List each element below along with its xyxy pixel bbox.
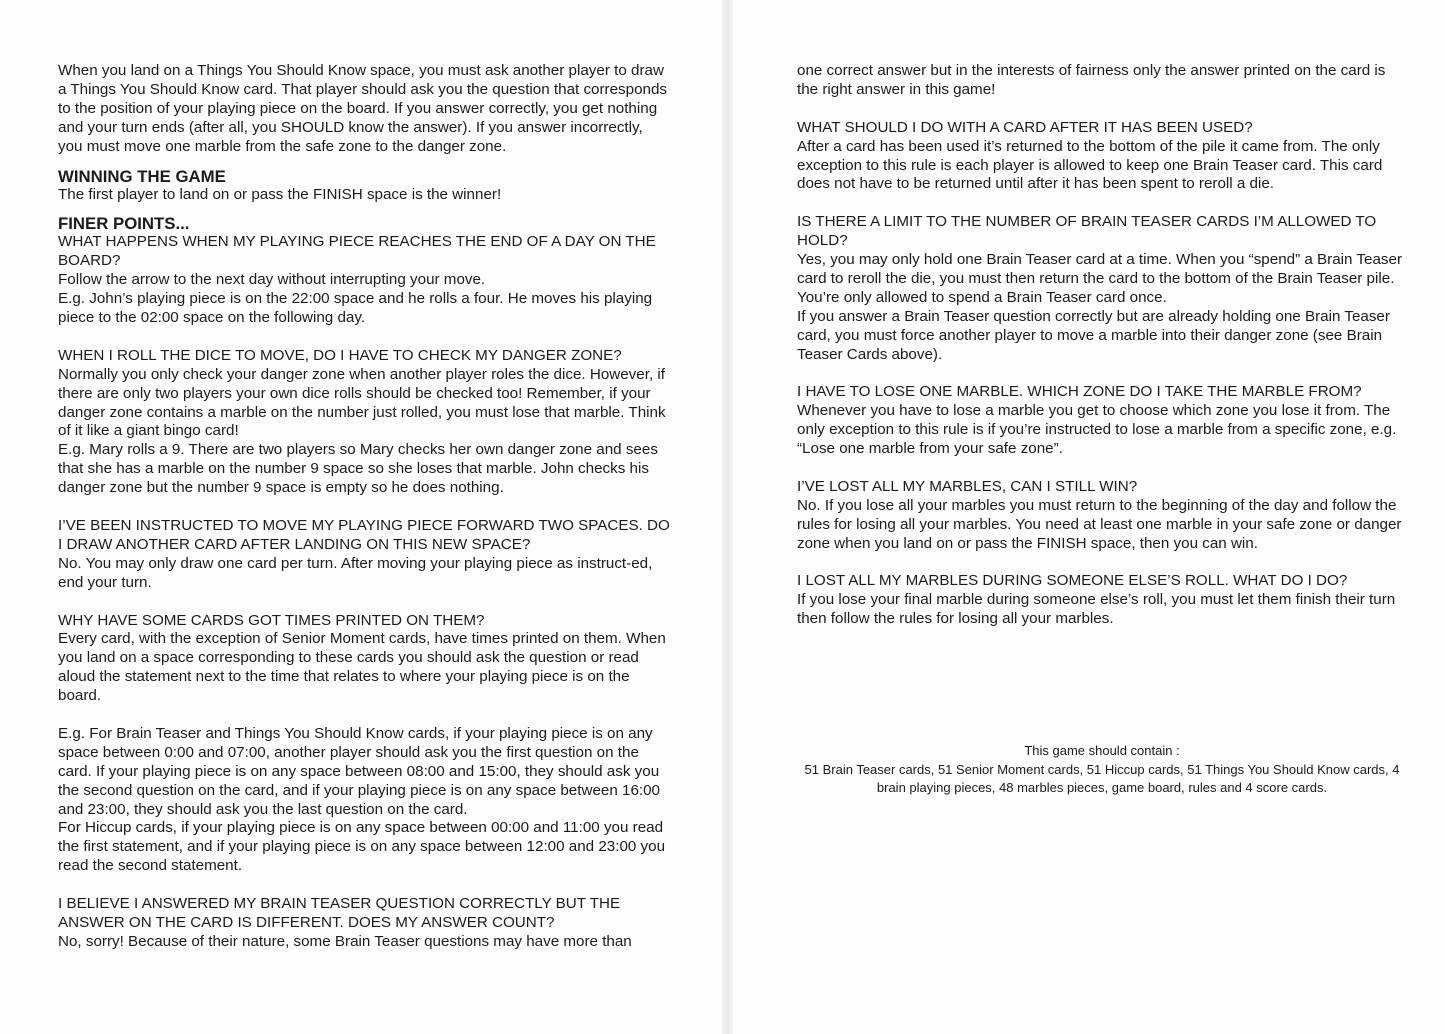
answer-card-times: Every card, with the exception of Senior Moment cards, have times printed on them. When you land on a space corresponding to these cards you should ask the question or read aloud the statement next to the time that relates to where your playing piece is on the board. [58, 630, 666, 705]
answer-used-card: After a card has been used it’s returned to the bottom of the pile it came from. The only exception to this rule is each player is allowed to keep one Brain Teaser card. This card does not have to be returned until after it has been spent to reroll a die. [797, 137, 1383, 193]
answer-move-forward: No. You may only draw one card per turn. After moving your playing piece as instruct-ed, end your turn. [58, 554, 653, 591]
question-card-times: WHY HAVE SOME CARDS GOT TIMES PRINTED ON THEM? [58, 611, 485, 629]
answer-answer-count: No, sorry! Because of their nature, some Brain Teaser questions may have more than [58, 932, 632, 950]
question-card-limit: IS THERE A LIMIT TO THE NUMBER OF BRAIN TEASER CARDS I’M ALLOWED TO HOLD? [797, 213, 1377, 250]
answer-lost-all-marbles: No. If you lose all your marbles you must return to the beginning of the day and follow the rules for losing all your marbles. You need at least one marble in your safe zone or danger zone when you land on or pass the FINISH space, then you can win. [797, 496, 1402, 552]
left-column [58, 62, 670, 952]
intro-paragraph: When you land on a Things You Should Know space, you must ask another player to draw a Things You Should Know card. That player should ask you the question that corresponds to the position of your playing piece on the board. If you answer correctly, you get nothing and your turn ends (after all, you SHOULD know the answer). If you answer incorrectly, you must move one marble from the safe zone to the danger zone. [58, 62, 668, 155]
question-answer-count: I BELIEVE I ANSWERED MY BRAIN TEASER QUESTION CORRECTLY BUT THE ANSWER ON THE CARD IS DIFFERENT. DOES MY ANSWER COUNT? [58, 895, 621, 931]
answer-answer-count-continued: one correct answer but in the interests of fairness only the answer printed on the card is the right answer in this game! [797, 62, 1386, 98]
question-danger-zone: WHEN I ROLL THE DICE TO MOVE, DO I HAVE TO CHECK MY DANGER ZONE? [58, 346, 622, 364]
left-page [0, 0, 722, 1034]
contents-title: This game should contain : [1024, 743, 1180, 758]
answer-someone-elses-roll: If you lose your final marble during someone else’s roll, you must let them finish their turn then follow the rules for losing all your marbles. [797, 591, 1396, 628]
example-brain-teaser-times: E.g. For Brain Teaser and Things You Should Know cards, if your playing piece is on any space between 0:00 and 07:00, another player should ask you the first question on the card. If your playing piece is on any space between 08:00 and 15:00, they should ask you the second question on the card, and if your playing piece is on any space between 16:00 and 23:00, they should ask you the last question on the card. [58, 724, 661, 818]
question-move-forward: I’VE BEEN INSTRUCTED TO MOVE MY PLAYING PIECE FORWARD TWO SPACES. DO I DRAW ANOTHER CARD AFTER LANDING ON THIS NEW SPACE? [58, 517, 670, 553]
answer-card-limit: Yes, you may only hold one Brain Teaser card at a time. When you “spend” a Brain Teaser card to reroll the die, you must then return the card to the bottom of the Brain Teaser pile. You’re only allowed to spend a Brain Teaser card once. [797, 251, 1403, 306]
question-lost-all-marbles: I’VE LOST ALL MY MARBLES, CAN I STILL WIN? [797, 477, 1138, 495]
contents-list: 51 Brain Teaser cards, 51 Senior Moment cards, 51 Hiccup cards, 51 Things You Should Know cards, 4 brain playing pieces, 48 marbles pieces, game board, rules and 4 score cards. [804, 761, 1400, 795]
question-someone-elses-roll: I LOST ALL MY MARBLES DURING SOMEONE ELSE’S ROLL. WHAT DO I DO? [797, 572, 1348, 590]
question-used-card: WHAT SHOULD I DO WITH A CARD AFTER IT HAS BEEN USED? [797, 118, 1253, 136]
answer-card-limit-extra: If you answer a Brain Teaser question correctly but are already holding one Brain Teaser card, you must force another player to move a marble into their danger zone (see Brain Teaser Cards above). [797, 307, 1390, 363]
right-page [733, 0, 1445, 1034]
example-hiccup-times: For Hiccup cards, if your playing piece is on any space between 00:00 and 11:00 you read the first statement, and if your playing piece is on any space between 12:00 and 23:00 you read the second statement. [58, 819, 666, 875]
question-end-of-day: WHAT HAPPENS WHEN MY PLAYING PIECE REACHES THE END OF A DAY ON THE BOARD? [58, 233, 656, 270]
winning-heading: WINNING THE GAME [58, 166, 226, 186]
right-column [797, 62, 1409, 629]
example-danger-zone: E.g. Mary rolls a 9. There are two players so Mary checks her own danger zone and sees that she has a marble on the number 9 space so she loses that marble. John checks his danger zone but the number 9 space is empty so he does nothing. [58, 441, 658, 497]
question-which-zone: I HAVE TO LOSE ONE MARBLE. WHICH ZONE DO I TAKE THE MARBLE FROM? [797, 383, 1362, 401]
winning-text: The first player to land on or pass the FINISH space is the winner! [58, 185, 502, 203]
page-fold [722, 0, 733, 1034]
example-end-of-day: E.g. John’s playing piece is on the 22:00 space and he rolls a four. He moves his playing piece to the 02:00 space on the following day. [58, 290, 653, 327]
answer-end-of-day: Follow the arrow to the next day without interrupting your move. [58, 271, 486, 289]
game-contents [797, 742, 1407, 798]
answer-danger-zone: Normally you only check your danger zone when another player roles the dice. However, if there are only two players your own dice rolls should be checked too! Remember, if your danger zone contains a marble on the number just rolled, you must lose that marble. Think of it like a giant bingo card! [58, 365, 666, 440]
finer-points-heading: FINER POINTS... [58, 214, 190, 234]
answer-which-zone: Whenever you have to lose a marble you get to choose which zone you lose it from. The only exception to this rule is if you’re instructed to lose a marble from a specific zone, e.g. “Lose one marble from your safe zone”. [797, 402, 1397, 458]
